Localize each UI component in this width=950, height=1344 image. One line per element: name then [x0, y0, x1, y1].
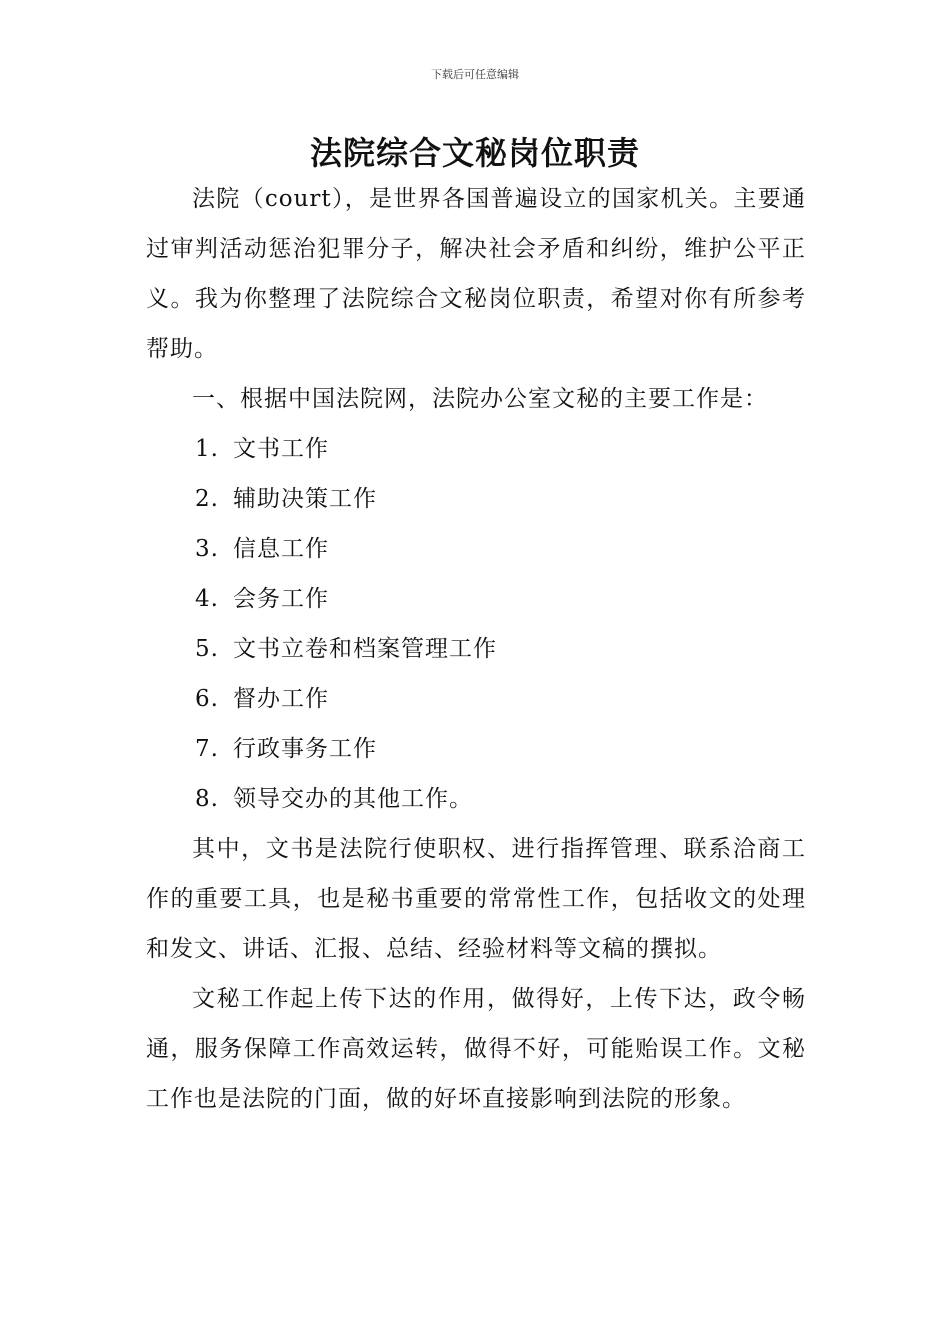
list-item-number: 4. — [195, 586, 219, 612]
list-item-text: 会务工作 — [233, 586, 329, 612]
page-header-note: 下载后可任意编辑 — [431, 68, 519, 81]
list-item-text: 文书立卷和档案管理工作 — [233, 636, 497, 662]
document-body — [146, 174, 806, 1124]
list-item — [146, 724, 806, 774]
body-paragraph-3: 文秘工作起上传下达的作用，做得好，上传下达，政令畅通，服务保障工作高效运转，做得不好，可能贻误工作。文秘工作也是法院的门面，做的好坏直接影响到法院的形象。 — [146, 986, 806, 1112]
list-item — [146, 624, 806, 674]
list-item — [146, 524, 806, 574]
list-item-text: 行政事务工作 — [233, 736, 377, 762]
list-item-text: 信息工作 — [233, 536, 329, 562]
document-title: 法院综合文秘岗位职责 — [309, 134, 640, 172]
list-item — [146, 424, 806, 474]
list-item-number: 3. — [195, 536, 219, 562]
list-item-number: 1. — [195, 436, 219, 462]
list-item-text: 辅助决策工作 — [233, 486, 377, 512]
list-item-number: 2. — [195, 486, 219, 512]
list-item-number: 5. — [195, 636, 219, 662]
list-item — [146, 574, 806, 624]
list-item-text: 文书工作 — [233, 436, 329, 462]
section-heading: 一、根据中国法院网，法院办公室文秘的主要工作是： — [192, 386, 768, 412]
list-item-number: 7. — [195, 736, 219, 762]
list-item — [146, 474, 806, 524]
body-paragraph-2: 其中，文书是法院行使职权、进行指挥管理、联系洽商工作的重要工具，也是秘书重要的常常性工作，包括收文的处理和发文、讲话、汇报、总结、经验材料等文稿的撰拟。 — [146, 836, 806, 962]
list-item-text: 督办工作 — [233, 686, 329, 712]
list-item-text: 领导交办的其他工作。 — [233, 786, 473, 812]
list-item — [146, 774, 806, 824]
list-item — [146, 674, 806, 724]
intro-paragraph: 法院（court），是世界各国普遍设立的国家机关。主要通过审判活动惩治犯罪分子，解决社会矛盾和纠纷，维护公平正义。我为你整理了法院综合文秘岗位职责，希望对你有所参考帮助。 — [146, 186, 806, 362]
list-item-number: 6. — [195, 686, 219, 712]
list-item-number: 8. — [195, 786, 219, 812]
